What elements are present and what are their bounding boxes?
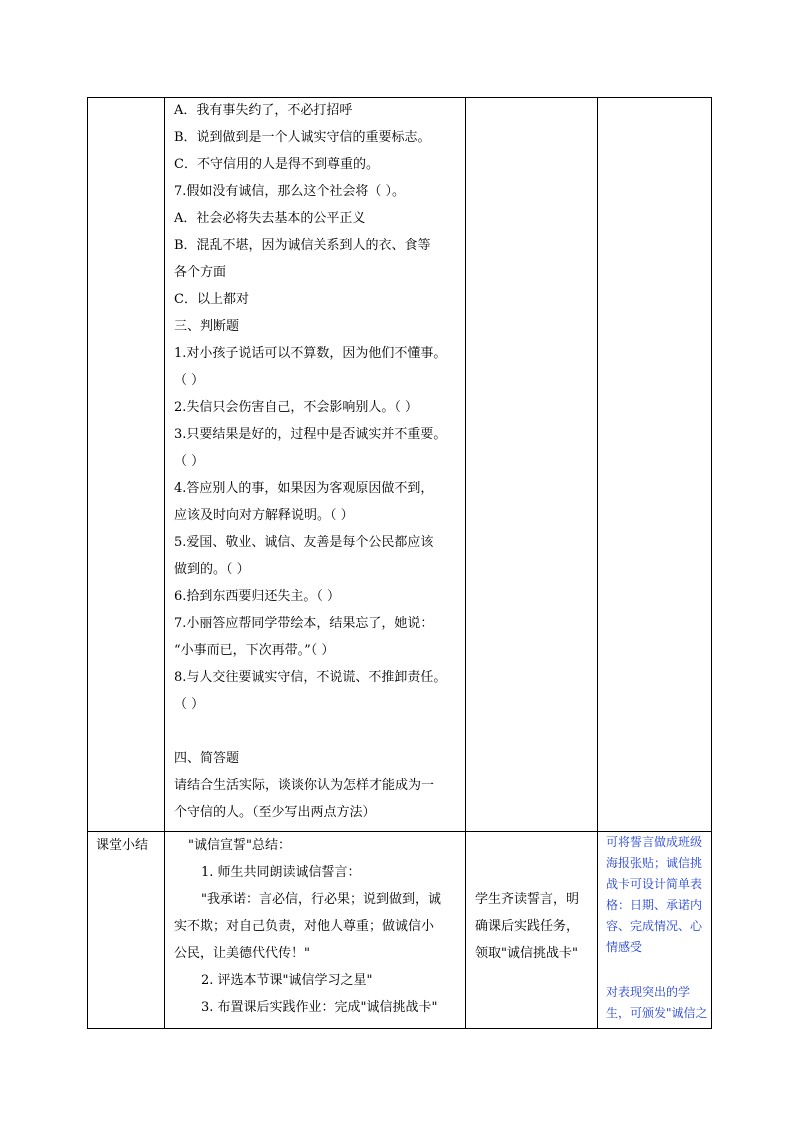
answer-blank: （ ） bbox=[174, 697, 205, 712]
teacher-activity-cell bbox=[165, 832, 465, 1028]
note-line: 生，可颁发"诚信之 bbox=[606, 1006, 708, 1020]
oath-text: "我承诺：言必信，行必果；说到做到，诚 bbox=[201, 892, 441, 907]
note-line: 格：日期、承诺内 bbox=[606, 898, 703, 912]
lesson-plan-table bbox=[87, 97, 712, 1029]
summary-line: 1. 师生共同朗读诚信誓言： bbox=[201, 865, 361, 880]
content-line: 7.假如没有诚信，那么这个社会将（ ）。 bbox=[174, 184, 406, 199]
content-line: A．社会必将失去基本的公平正义 bbox=[174, 211, 366, 226]
answer-blank: （ ） bbox=[174, 454, 205, 469]
design-notes-cell bbox=[598, 832, 711, 1028]
content-line: 个守信的人。（至少写出两点方法） bbox=[174, 805, 376, 820]
content-line: 5.爱国、敬业、诚信、友善是每个公民都应该 bbox=[174, 535, 434, 550]
content-line: “小事而已，下次再带。”（ ） bbox=[174, 643, 335, 658]
answer-blank: （ ） bbox=[174, 373, 205, 388]
content-line: 4.答应别人的事，如果因为客观原因做不到， bbox=[174, 481, 434, 496]
summary-line: 2. 评选本节课"诚信学习之星" bbox=[201, 973, 373, 988]
student-line: 领取"诚信挑战卡" bbox=[475, 946, 578, 961]
content-line: B．混乱不堪，因为诚信关系到人的衣、食等 bbox=[174, 238, 431, 253]
note-line: 海报张贴；诚信挑 bbox=[606, 856, 703, 870]
content-line: 请结合生活实际，谈谈你认为怎样才能成为一 bbox=[174, 778, 435, 793]
table-border-right bbox=[711, 97, 712, 1029]
content-line: C．不守信用的人是得不到尊重的。 bbox=[174, 157, 379, 172]
student-line: 学生齐读誓言，明 bbox=[475, 892, 580, 907]
student-activity-cell bbox=[466, 832, 597, 1028]
content-line: 应该及时向对方解释说明。（ ） bbox=[174, 508, 354, 523]
note-line: 情感受 bbox=[606, 940, 643, 954]
oath-text: 实不欺；对自己负责，对他人尊重；做诚信小 bbox=[174, 919, 435, 934]
oath-text: 公民，让美德代代传！" bbox=[174, 946, 310, 961]
note-line: 容、完成情况、心 bbox=[606, 919, 703, 933]
note-line: 对表现突出的学 bbox=[606, 985, 691, 999]
content-line: 6.拾到东西要归还失主。（ ） bbox=[174, 589, 341, 604]
content-line: 做到的。（ ） bbox=[174, 562, 250, 577]
content-line: C．以上都对 bbox=[174, 292, 249, 307]
summary-label: 课堂小结 bbox=[96, 838, 149, 853]
content-line: 各个方面 bbox=[174, 265, 227, 280]
content-line: 7.小丽答应帮同学带绘本，结果忘了，她说： bbox=[174, 616, 434, 631]
content-line: 1.对小孩子说话可以不算数，因为他们不懂事。 bbox=[174, 346, 447, 361]
summary-line: "诚信宣誓"总结： bbox=[188, 838, 291, 853]
student-line: 确课后实践任务， bbox=[475, 919, 580, 934]
table-border-bottom bbox=[87, 1028, 712, 1029]
summary-label-cell bbox=[88, 832, 164, 1028]
content-line: 8.与人交往要诚实守信，不说谎、不推卸责任。 bbox=[174, 670, 447, 685]
section-heading: 三、判断题 bbox=[174, 319, 240, 334]
content-line: 3.只要结果是好的，过程中是否诚实并不重要。 bbox=[174, 427, 447, 442]
summary-line: 3. 布置课后实践作业：完成"诚信挑战卡" bbox=[201, 1000, 438, 1015]
exercise-content-cell bbox=[165, 98, 465, 831]
note-line: 战卡可设计简单表 bbox=[606, 877, 703, 891]
content-line: 2.失信只会伤害自己，不会影响别人。（ ） bbox=[174, 400, 419, 415]
section-heading: 四、简答题 bbox=[174, 751, 240, 766]
content-line: A．我有事失约了，不必打招呼 bbox=[174, 103, 353, 118]
content-line: B．说到做到是一个人诚实守信的重要标志。 bbox=[174, 130, 431, 145]
note-line: 可将誓言做成班级 bbox=[606, 835, 703, 849]
